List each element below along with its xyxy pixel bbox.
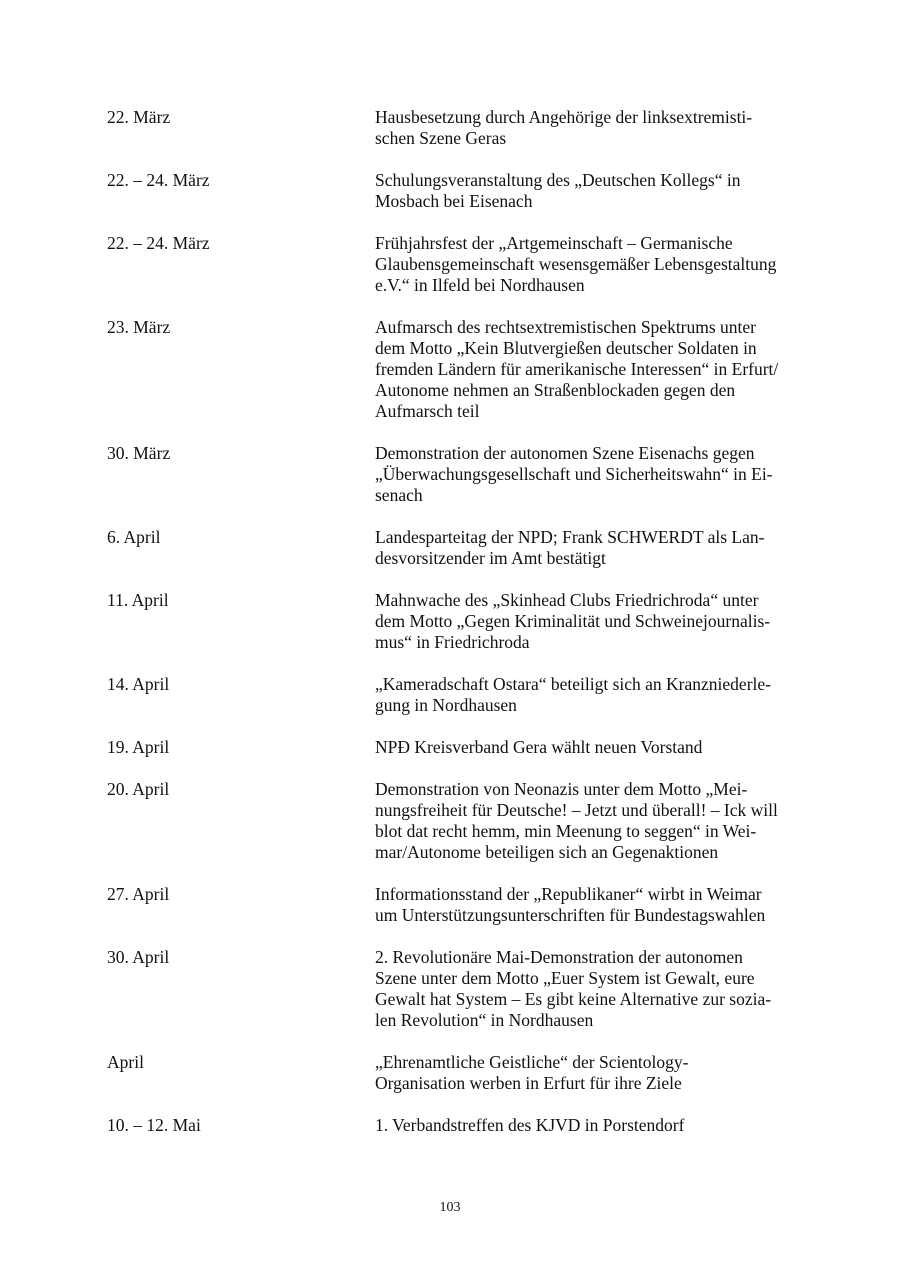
entry-description-line: Autonome nehmen an Straßenblockaden gegen den: [375, 380, 736, 400]
entry-description-line: desvorsitzender im Amt bestätigt: [375, 548, 606, 568]
chronology-entry: [107, 1115, 807, 1136]
entry-description: [375, 590, 800, 653]
entry-description-line: Glaubensgemeinschaft wesensgemäßer Lebensgestaltung: [375, 254, 777, 274]
entry-description: [375, 170, 800, 212]
chronology-entry: [107, 779, 807, 863]
entry-date: 23. März: [107, 317, 171, 337]
entry-description-line: mar/Autonome beteiligen sich an Gegenaktionen: [375, 842, 719, 862]
entry-description: [375, 107, 800, 149]
entry-description-line: Frühjahrsfest der „Artgemeinschaft – Germanische: [375, 233, 733, 253]
entry-description-line: Informationsstand der „Republikaner“ wirbt in Weimar: [375, 884, 762, 904]
entry-description: [375, 443, 800, 506]
entry-description-line: 1. Verbandstreffen des KJVD in Porstendorf: [375, 1115, 685, 1135]
chronology-entry: [107, 233, 807, 296]
entry-description: [375, 1115, 800, 1136]
entry-description-line: Organisation werben in Erfurt für ihre Ziele: [375, 1073, 682, 1093]
entry-description-line: blot dat recht hemm, min Meenung to seggen“ in Wei-: [375, 821, 757, 841]
entry-date: 20. April: [107, 779, 170, 799]
entry-date: 14. April: [107, 674, 170, 694]
entry-description-line: len Revolution“ in Nordhausen: [375, 1010, 594, 1030]
entry-description-line: Hausbesetzung durch Angehörige der linksextremisti-: [375, 107, 753, 127]
entry-description-line: Schulungsveranstaltung des „Deutschen Kollegs“ in: [375, 170, 741, 190]
entry-description-line: mus“ in Friedrichroda: [375, 632, 530, 652]
chronology-entry: [107, 527, 807, 569]
chronology-entry: [107, 947, 807, 1031]
entry-description-line: nungsfreiheit für Deutsche! – Jetzt und überall! – Ick will: [375, 800, 778, 820]
entry-description-line: Demonstration der autonomen Szene Eisenachs gegen: [375, 443, 755, 463]
entry-description: [375, 317, 800, 422]
entry-description-line: schen Szene Geras: [375, 128, 507, 148]
chronology-entry: [107, 674, 807, 716]
entry-date: 30. April: [107, 947, 170, 967]
entry-date: 22. – 24. März: [107, 170, 210, 190]
entry-date: 27. April: [107, 884, 170, 904]
chronology-entry: [107, 737, 807, 758]
entry-date: 19. April: [107, 737, 170, 757]
entry-description: [375, 947, 800, 1031]
entry-description-line: Mahnwache des „Skinhead Clubs Friedrichroda“ unter: [375, 590, 759, 610]
entry-description-line: 2. Revolutionäre Mai-Demonstration der autonomen: [375, 947, 743, 967]
entry-description-line: Aufmarsch teil: [375, 401, 480, 421]
entry-description: [375, 779, 800, 863]
chronology-entry: [107, 170, 807, 212]
chronology-entry: [107, 107, 807, 149]
entry-description-line: gung in Nordhausen: [375, 695, 517, 715]
chronology-entry: [107, 443, 807, 506]
chronology-entry: [107, 590, 807, 653]
entry-description-line: Mosbach bei Eisenach: [375, 191, 533, 211]
entry-description: [375, 884, 800, 926]
entry-description: [375, 233, 800, 296]
entry-description: [375, 1052, 800, 1094]
entry-description-line: Landesparteitag der NPD; Frank SCHWERDT als Lan-: [375, 527, 765, 547]
entry-date: 22. März: [107, 107, 171, 127]
entry-description-line: um Unterstützungsunterschriften für Bundestagswahlen: [375, 905, 766, 925]
entry-description-line: fremden Ländern für amerikanische Interessen“ in Erfurt/: [375, 359, 779, 379]
chronology-list: [107, 107, 807, 1157]
entry-date: 6. April: [107, 527, 161, 547]
entry-date: 30. März: [107, 443, 171, 463]
entry-date: 22. – 24. März: [107, 233, 210, 253]
entry-description: [375, 737, 800, 758]
entry-description: [375, 527, 800, 569]
entry-date: 10. – 12. Mai: [107, 1115, 201, 1135]
entry-description: [375, 674, 800, 716]
entry-description-line: „Überwachungsgesellschaft und Sicherheitswahn“ in Ei-: [375, 464, 773, 484]
entry-description-line: Aufmarsch des rechtsextremistischen Spektrums unter: [375, 317, 757, 337]
entry-description-line: e.V.“ in Ilfeld bei Nordhausen: [375, 275, 585, 295]
entry-description-line: NPĐ Kreisverband Gera wählt neuen Vorstand: [375, 737, 703, 757]
entry-description-line: „Kameradschaft Ostara“ beteiligt sich an Kranzniederle-: [375, 674, 771, 694]
entry-description-line: Szene unter dem Motto „Euer System ist Gewalt, eure: [375, 968, 755, 988]
entry-description-line: „Ehrenamtliche Geistliche“ der Scientology-: [375, 1052, 689, 1072]
entry-description-line: dem Motto „Kein Blutvergießen deutscher Soldaten in: [375, 338, 757, 358]
entry-date: 11. April: [107, 590, 169, 610]
chronology-entry: [107, 1052, 807, 1094]
entry-description-line: Gewalt hat System – Es gibt keine Alternative zur sozia-: [375, 989, 772, 1009]
entry-description-line: dem Motto „Gegen Kriminalität und Schweinejournalis-: [375, 611, 771, 631]
entry-description-line: senach: [375, 485, 423, 505]
chronology-entry: [107, 317, 807, 422]
page-number: 103: [439, 1200, 461, 1215]
entry-description-line: Demonstration von Neonazis unter dem Motto „Mei-: [375, 779, 748, 799]
chronology-entry: [107, 884, 807, 926]
entry-date: April: [107, 1052, 144, 1072]
